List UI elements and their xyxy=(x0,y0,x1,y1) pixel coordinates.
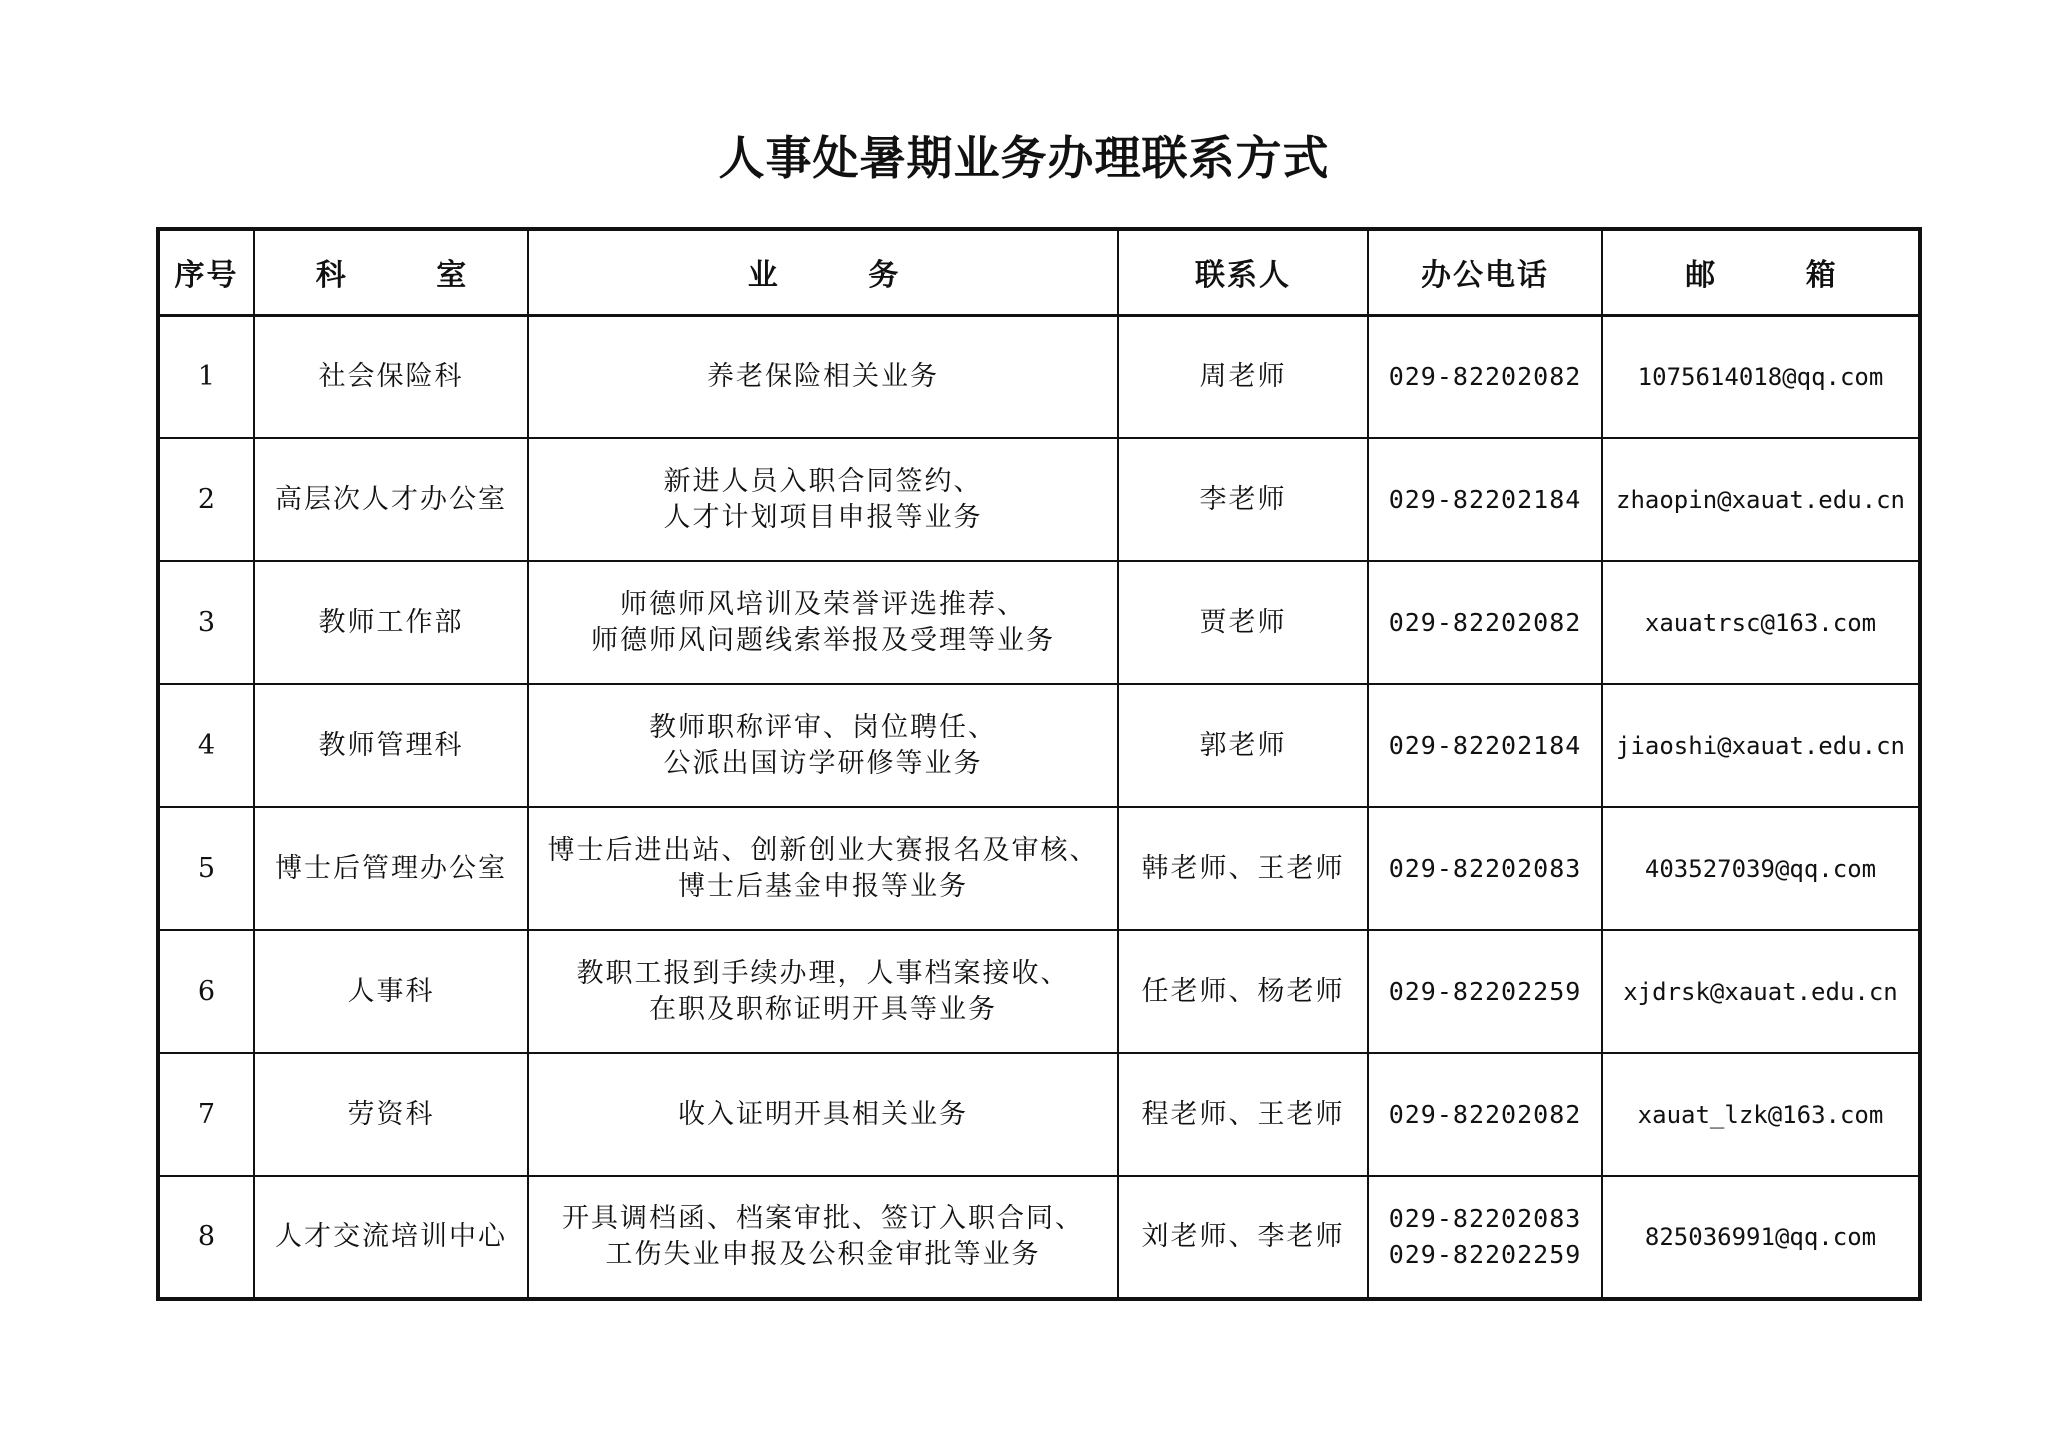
phone-line: 029-82202082 xyxy=(1388,361,1582,391)
business-line: 人才计划项目申报等业务 xyxy=(663,501,983,533)
header-department: 科 室 xyxy=(254,229,528,315)
cell-email: 1075614018@qq.com xyxy=(1602,315,1920,438)
cell-department: 社会保险科 xyxy=(254,315,528,438)
cell-department: 劳资科 xyxy=(254,1053,528,1176)
phone-line: 029-82202184 xyxy=(1388,730,1582,760)
cell-business xyxy=(528,1053,1118,1176)
cell-contact: 郭老师 xyxy=(1118,684,1368,807)
business-line: 师德师风问题线索举报及受理等业务 xyxy=(591,624,1055,656)
business-line: 开具调档函、档案审批、签订入职合同、 xyxy=(562,1203,1084,1234)
cell-phone xyxy=(1368,1053,1602,1176)
cell-phone xyxy=(1368,684,1602,807)
cell-index: 1 xyxy=(158,315,254,438)
cell-business xyxy=(528,438,1118,561)
cell-email: xauatrsc@163.com xyxy=(1602,561,1920,684)
business-line: 教师职称评审、岗位聘任、 xyxy=(649,711,997,743)
business-line: 教职工报到手续办理，人事档案接收、 xyxy=(576,957,1070,989)
cell-phone xyxy=(1368,315,1602,438)
table-row xyxy=(158,807,1920,930)
cell-department: 人才交流培训中心 xyxy=(254,1176,528,1299)
cell-phone xyxy=(1368,807,1602,930)
table-row xyxy=(158,438,1920,561)
header-index: 序号 xyxy=(158,229,254,315)
cell-index: 8 xyxy=(158,1176,254,1299)
table-row xyxy=(158,315,1920,438)
cell-contact: 周老师 xyxy=(1118,315,1368,438)
cell-business xyxy=(528,561,1118,684)
table-row xyxy=(158,1053,1920,1176)
cell-department: 高层次人才办公室 xyxy=(254,438,528,561)
cell-index: 7 xyxy=(158,1053,254,1176)
cell-business xyxy=(528,684,1118,807)
phone-line: 029-82202259 xyxy=(1388,976,1582,1006)
business-line: 公派出国访学研修等业务 xyxy=(663,747,983,779)
phone-line: 029-82202259 xyxy=(1388,1240,1582,1269)
cell-index: 4 xyxy=(158,684,254,807)
table-row xyxy=(158,684,1920,807)
business-line: 师德师风培训及荣誉评选推荐、 xyxy=(620,588,1026,620)
cell-email: xjdrsk@xauat.edu.cn xyxy=(1602,930,1920,1053)
cell-business xyxy=(528,1176,1118,1299)
cell-phone xyxy=(1368,1176,1602,1299)
cell-department: 教师工作部 xyxy=(254,561,528,684)
table-body xyxy=(158,315,1920,1299)
cell-business xyxy=(528,315,1118,438)
cell-department: 人事科 xyxy=(254,930,528,1053)
cell-email: zhaopin@xauat.edu.cn xyxy=(1602,438,1920,561)
cell-email: 825036991@qq.com xyxy=(1602,1176,1920,1299)
cell-email: 403527039@qq.com xyxy=(1602,807,1920,930)
cell-email: xauat_lzk@163.com xyxy=(1602,1053,1920,1176)
cell-department: 博士后管理办公室 xyxy=(254,807,528,930)
cell-contact: 李老师 xyxy=(1118,438,1368,561)
header-email: 邮 箱 xyxy=(1602,229,1920,315)
cell-business xyxy=(528,930,1118,1053)
cell-email: jiaoshi@xauat.edu.cn xyxy=(1602,684,1920,807)
cell-business xyxy=(528,807,1118,930)
table-row xyxy=(158,1176,1920,1299)
table-row xyxy=(158,930,1920,1053)
cell-phone xyxy=(1368,561,1602,684)
phone-line: 029-82202083 xyxy=(1388,1204,1582,1233)
business-line: 工伤失业申报及公积金审批等业务 xyxy=(605,1239,1041,1270)
cell-phone xyxy=(1368,438,1602,561)
cell-index: 6 xyxy=(158,930,254,1053)
cell-phone xyxy=(1368,930,1602,1053)
cell-contact: 刘老师、李老师 xyxy=(1118,1176,1368,1299)
cell-contact: 程老师、王老师 xyxy=(1118,1053,1368,1176)
phone-line: 029-82202184 xyxy=(1388,484,1582,514)
business-line: 收入证明开具相关业务 xyxy=(678,1098,968,1130)
cell-contact: 贾老师 xyxy=(1118,561,1368,684)
header-business: 业 务 xyxy=(528,229,1118,315)
header-phone: 办公电话 xyxy=(1368,229,1602,315)
table-header-row xyxy=(158,229,1920,315)
business-line: 养老保险相关业务 xyxy=(707,360,939,392)
phone-line: 029-82202083 xyxy=(1388,853,1582,883)
page-title: 人事处暑期业务办理联系方式 xyxy=(718,131,1330,185)
phone-line: 029-82202082 xyxy=(1388,1099,1582,1129)
cell-index: 3 xyxy=(158,561,254,684)
business-line: 新进人员入职合同签约、 xyxy=(663,465,983,497)
business-line: 博士后进出站、创新创业大赛报名及审核、 xyxy=(547,834,1099,866)
header-contact: 联系人 xyxy=(1118,229,1368,315)
phone-line: 029-82202082 xyxy=(1388,607,1582,637)
cell-department: 教师管理科 xyxy=(254,684,528,807)
cell-index: 2 xyxy=(158,438,254,561)
contact-table xyxy=(156,227,1922,1301)
business-line: 博士后基金申报等业务 xyxy=(678,870,968,902)
business-line: 在职及职称证明开具等业务 xyxy=(649,993,997,1025)
cell-index: 5 xyxy=(158,807,254,930)
cell-contact: 韩老师、王老师 xyxy=(1118,807,1368,930)
table-row xyxy=(158,561,1920,684)
cell-contact: 任老师、杨老师 xyxy=(1118,930,1368,1053)
